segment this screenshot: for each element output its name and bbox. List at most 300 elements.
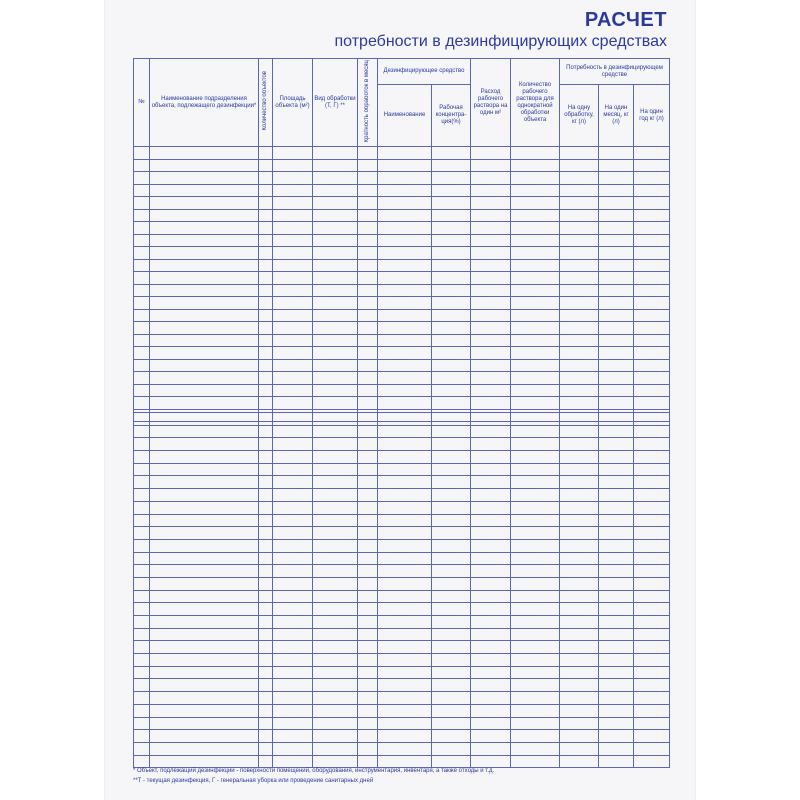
table-cell[interactable] [273,514,313,527]
table-cell[interactable] [471,297,511,310]
table-cell[interactable] [378,172,432,185]
table-cell[interactable] [358,590,378,603]
table-cell[interactable] [560,438,599,451]
table-cell[interactable] [378,259,432,272]
table-cell[interactable] [634,552,670,565]
table-cell[interactable] [599,209,634,222]
table-cell[interactable] [560,451,599,464]
table-cell[interactable] [599,247,634,260]
table-cell[interactable] [560,489,599,502]
table-cell[interactable] [134,172,150,185]
table-cell[interactable] [634,359,670,372]
table-cell[interactable] [150,159,259,172]
table-cell[interactable] [511,159,560,172]
table-cell[interactable] [378,234,432,247]
table-cell[interactable] [134,384,150,397]
table-cell[interactable] [511,384,560,397]
table-cell[interactable] [378,438,432,451]
table-cell[interactable] [599,234,634,247]
table-cell[interactable] [134,147,150,160]
table-cell[interactable] [634,489,670,502]
table-cell[interactable] [599,476,634,489]
table-cell[interactable] [134,717,150,730]
table-cell[interactable] [150,552,259,565]
table-cell[interactable] [634,730,670,743]
table-cell[interactable] [134,692,150,705]
table-cell[interactable] [471,159,511,172]
table-cell[interactable] [560,463,599,476]
table-cell[interactable] [313,272,358,285]
table-cell[interactable] [273,184,313,197]
table-cell[interactable] [313,539,358,552]
table-cell[interactable] [560,413,599,426]
table-cell[interactable] [560,552,599,565]
table-cell[interactable] [313,222,358,235]
table-cell[interactable] [599,603,634,616]
table-cell[interactable] [560,147,599,160]
table-cell[interactable] [471,247,511,260]
table-cell[interactable] [432,616,471,629]
table-cell[interactable] [358,628,378,641]
table-cell[interactable] [634,184,670,197]
table-cell[interactable] [599,742,634,755]
table-cell[interactable] [134,641,150,654]
table-cell[interactable] [134,679,150,692]
table-cell[interactable] [511,259,560,272]
table-cell[interactable] [471,359,511,372]
table-cell[interactable] [560,603,599,616]
table-cell[interactable] [134,438,150,451]
table-cell[interactable] [134,666,150,679]
table-cell[interactable] [471,603,511,616]
table-cell[interactable] [471,413,511,426]
table-cell[interactable] [259,334,273,347]
table-cell[interactable] [511,577,560,590]
table-cell[interactable] [599,451,634,464]
table-cell[interactable] [471,259,511,272]
table-cell[interactable] [471,539,511,552]
table-cell[interactable] [358,616,378,629]
table-cell[interactable] [471,451,511,464]
table-cell[interactable] [313,234,358,247]
table-cell[interactable] [273,322,313,335]
table-cell[interactable] [259,322,273,335]
table-cell[interactable] [378,222,432,235]
table-cell[interactable] [259,397,273,410]
table-cell[interactable] [313,259,358,272]
table-cell[interactable] [273,247,313,260]
table-cell[interactable] [432,297,471,310]
table-cell[interactable] [134,628,150,641]
table-cell[interactable] [134,514,150,527]
table-cell[interactable] [273,577,313,590]
table-cell[interactable] [273,384,313,397]
table-cell[interactable] [378,209,432,222]
table-cell[interactable] [560,184,599,197]
table-cell[interactable] [432,309,471,322]
table-cell[interactable] [511,309,560,322]
table-cell[interactable] [259,552,273,565]
table-cell[interactable] [471,730,511,743]
table-cell[interactable] [432,184,471,197]
table-cell[interactable] [599,425,634,438]
table-cell[interactable] [273,347,313,360]
table-cell[interactable] [259,704,273,717]
table-cell[interactable] [560,425,599,438]
table-cell[interactable] [378,603,432,616]
table-cell[interactable] [378,284,432,297]
table-cell[interactable] [259,476,273,489]
table-cell[interactable] [134,463,150,476]
table-cell[interactable] [150,425,259,438]
table-cell[interactable] [634,590,670,603]
table-cell[interactable] [358,565,378,578]
table-cell[interactable] [273,603,313,616]
table-cell[interactable] [599,172,634,185]
table-cell[interactable] [511,742,560,755]
table-cell[interactable] [432,451,471,464]
table-cell[interactable] [599,641,634,654]
table-cell[interactable] [378,359,432,372]
table-cell[interactable] [313,309,358,322]
table-cell[interactable] [259,641,273,654]
table-cell[interactable] [150,742,259,755]
table-cell[interactable] [358,577,378,590]
table-cell[interactable] [378,628,432,641]
table-cell[interactable] [511,641,560,654]
table-cell[interactable] [134,197,150,210]
table-cell[interactable] [471,284,511,297]
table-cell[interactable] [313,514,358,527]
table-cell[interactable] [358,397,378,410]
table-cell[interactable] [471,577,511,590]
table-cell[interactable] [259,514,273,527]
table-cell[interactable] [378,197,432,210]
table-cell[interactable] [313,501,358,514]
table-cell[interactable] [358,527,378,540]
table-cell[interactable] [471,654,511,667]
table-cell[interactable] [273,172,313,185]
table-cell[interactable] [150,234,259,247]
table-cell[interactable] [259,284,273,297]
table-cell[interactable] [432,539,471,552]
table-cell[interactable] [432,372,471,385]
table-cell[interactable] [273,565,313,578]
table-cell[interactable] [358,222,378,235]
table-cell[interactable] [358,742,378,755]
table-cell[interactable] [471,438,511,451]
table-cell[interactable] [134,397,150,410]
table-cell[interactable] [432,552,471,565]
table-cell[interactable] [599,359,634,372]
table-cell[interactable] [273,679,313,692]
table-cell[interactable] [634,309,670,322]
table-cell[interactable] [259,501,273,514]
table-cell[interactable] [634,159,670,172]
table-cell[interactable] [150,297,259,310]
table-cell[interactable] [560,679,599,692]
table-cell[interactable] [313,297,358,310]
table-cell[interactable] [259,539,273,552]
table-cell[interactable] [259,489,273,502]
table-cell[interactable] [511,372,560,385]
table-cell[interactable] [511,590,560,603]
table-cell[interactable] [259,272,273,285]
table-cell[interactable] [313,438,358,451]
table-cell[interactable] [599,704,634,717]
table-cell[interactable] [358,184,378,197]
table-cell[interactable] [358,666,378,679]
table-cell[interactable] [511,730,560,743]
table-cell[interactable] [634,347,670,360]
table-cell[interactable] [259,730,273,743]
table-cell[interactable] [150,347,259,360]
table-cell[interactable] [634,565,670,578]
table-cell[interactable] [471,372,511,385]
table-cell[interactable] [634,654,670,667]
table-cell[interactable] [259,654,273,667]
table-cell[interactable] [378,704,432,717]
table-cell[interactable] [134,234,150,247]
table-cell[interactable] [471,692,511,705]
table-cell[interactable] [150,147,259,160]
table-cell[interactable] [150,197,259,210]
table-cell[interactable] [134,159,150,172]
table-cell[interactable] [634,666,670,679]
table-cell[interactable] [432,565,471,578]
table-cell[interactable] [378,476,432,489]
table-cell[interactable] [599,413,634,426]
table-cell[interactable] [432,641,471,654]
table-cell[interactable] [313,717,358,730]
table-cell[interactable] [560,322,599,335]
table-cell[interactable] [634,247,670,260]
table-cell[interactable] [150,590,259,603]
table-cell[interactable] [259,309,273,322]
table-cell[interactable] [471,397,511,410]
table-cell[interactable] [432,679,471,692]
table-cell[interactable] [273,717,313,730]
table-cell[interactable] [134,347,150,360]
table-cell[interactable] [259,565,273,578]
table-cell[interactable] [150,704,259,717]
table-cell[interactable] [313,334,358,347]
table-cell[interactable] [634,384,670,397]
table-cell[interactable] [150,438,259,451]
table-cell[interactable] [634,372,670,385]
table-cell[interactable] [634,284,670,297]
table-cell[interactable] [150,451,259,464]
table-cell[interactable] [313,489,358,502]
table-cell[interactable] [273,425,313,438]
table-cell[interactable] [560,222,599,235]
table-cell[interactable] [511,704,560,717]
table-cell[interactable] [273,309,313,322]
table-cell[interactable] [471,184,511,197]
table-cell[interactable] [273,397,313,410]
table-cell[interactable] [511,272,560,285]
table-cell[interactable] [150,384,259,397]
table-cell[interactable] [150,372,259,385]
table-cell[interactable] [599,666,634,679]
table-cell[interactable] [259,384,273,397]
table-cell[interactable] [471,309,511,322]
table-cell[interactable] [432,527,471,540]
table-cell[interactable] [259,628,273,641]
table-cell[interactable] [273,527,313,540]
table-cell[interactable] [313,284,358,297]
table-cell[interactable] [313,692,358,705]
table-cell[interactable] [358,413,378,426]
table-cell[interactable] [599,272,634,285]
table-cell[interactable] [273,438,313,451]
table-cell[interactable] [471,172,511,185]
table-cell[interactable] [634,197,670,210]
table-cell[interactable] [358,159,378,172]
table-cell[interactable] [150,172,259,185]
table-cell[interactable] [599,692,634,705]
table-cell[interactable] [273,359,313,372]
table-cell[interactable] [560,501,599,514]
table-cell[interactable] [560,384,599,397]
table-cell[interactable] [560,742,599,755]
table-cell[interactable] [471,209,511,222]
table-cell[interactable] [511,451,560,464]
table-cell[interactable] [432,197,471,210]
table-cell[interactable] [560,334,599,347]
table-cell[interactable] [358,209,378,222]
table-cell[interactable] [134,654,150,667]
table-cell[interactable] [634,603,670,616]
table-cell[interactable] [259,209,273,222]
table-cell[interactable] [432,259,471,272]
table-cell[interactable] [560,590,599,603]
table-cell[interactable] [511,425,560,438]
table-cell[interactable] [599,347,634,360]
table-cell[interactable] [511,297,560,310]
table-cell[interactable] [511,197,560,210]
table-cell[interactable] [313,397,358,410]
table-cell[interactable] [273,334,313,347]
table-cell[interactable] [358,717,378,730]
table-cell[interactable] [634,641,670,654]
table-cell[interactable] [259,616,273,629]
table-cell[interactable] [511,501,560,514]
table-cell[interactable] [432,730,471,743]
table-cell[interactable] [259,372,273,385]
table-cell[interactable] [313,425,358,438]
table-cell[interactable] [259,717,273,730]
table-cell[interactable] [378,577,432,590]
table-cell[interactable] [634,322,670,335]
table-cell[interactable] [150,209,259,222]
table-cell[interactable] [150,565,259,578]
table-cell[interactable] [358,384,378,397]
table-cell[interactable] [358,172,378,185]
table-cell[interactable] [432,603,471,616]
table-cell[interactable] [432,222,471,235]
table-cell[interactable] [432,172,471,185]
table-cell[interactable] [511,565,560,578]
table-cell[interactable] [432,628,471,641]
table-cell[interactable] [378,147,432,160]
table-cell[interactable] [560,666,599,679]
table-cell[interactable] [150,641,259,654]
table-cell[interactable] [358,654,378,667]
table-cell[interactable] [599,654,634,667]
table-cell[interactable] [378,397,432,410]
table-cell[interactable] [634,222,670,235]
table-cell[interactable] [313,359,358,372]
table-cell[interactable] [358,247,378,260]
table-cell[interactable] [560,272,599,285]
table-cell[interactable] [471,322,511,335]
table-cell[interactable] [273,259,313,272]
table-cell[interactable] [560,692,599,705]
table-cell[interactable] [599,159,634,172]
table-cell[interactable] [634,679,670,692]
table-cell[interactable] [634,397,670,410]
table-cell[interactable] [273,730,313,743]
table-cell[interactable] [313,463,358,476]
table-cell[interactable] [511,603,560,616]
table-cell[interactable] [471,147,511,160]
table-cell[interactable] [599,501,634,514]
table-cell[interactable] [313,666,358,679]
table-cell[interactable] [313,247,358,260]
table-cell[interactable] [358,372,378,385]
table-cell[interactable] [273,666,313,679]
table-cell[interactable] [378,334,432,347]
table-cell[interactable] [259,247,273,260]
table-cell[interactable] [471,347,511,360]
table-cell[interactable] [273,641,313,654]
table-cell[interactable] [358,451,378,464]
table-cell[interactable] [134,297,150,310]
table-cell[interactable] [378,666,432,679]
table-cell[interactable] [273,463,313,476]
table-cell[interactable] [134,704,150,717]
table-cell[interactable] [634,451,670,464]
table-cell[interactable] [150,272,259,285]
table-cell[interactable] [634,501,670,514]
table-cell[interactable] [358,730,378,743]
table-cell[interactable] [313,628,358,641]
table-cell[interactable] [471,527,511,540]
table-cell[interactable] [471,197,511,210]
table-cell[interactable] [432,666,471,679]
table-cell[interactable] [358,489,378,502]
table-cell[interactable] [259,413,273,426]
table-cell[interactable] [273,284,313,297]
table-cell[interactable] [560,704,599,717]
table-cell[interactable] [432,359,471,372]
table-cell[interactable] [634,704,670,717]
table-cell[interactable] [471,489,511,502]
table-cell[interactable] [599,628,634,641]
table-cell[interactable] [432,489,471,502]
table-cell[interactable] [358,347,378,360]
table-cell[interactable] [273,451,313,464]
table-cell[interactable] [634,209,670,222]
table-cell[interactable] [634,234,670,247]
table-cell[interactable] [273,147,313,160]
table-cell[interactable] [599,147,634,160]
table-cell[interactable] [511,552,560,565]
table-cell[interactable] [150,359,259,372]
table-cell[interactable] [511,284,560,297]
table-cell[interactable] [560,577,599,590]
